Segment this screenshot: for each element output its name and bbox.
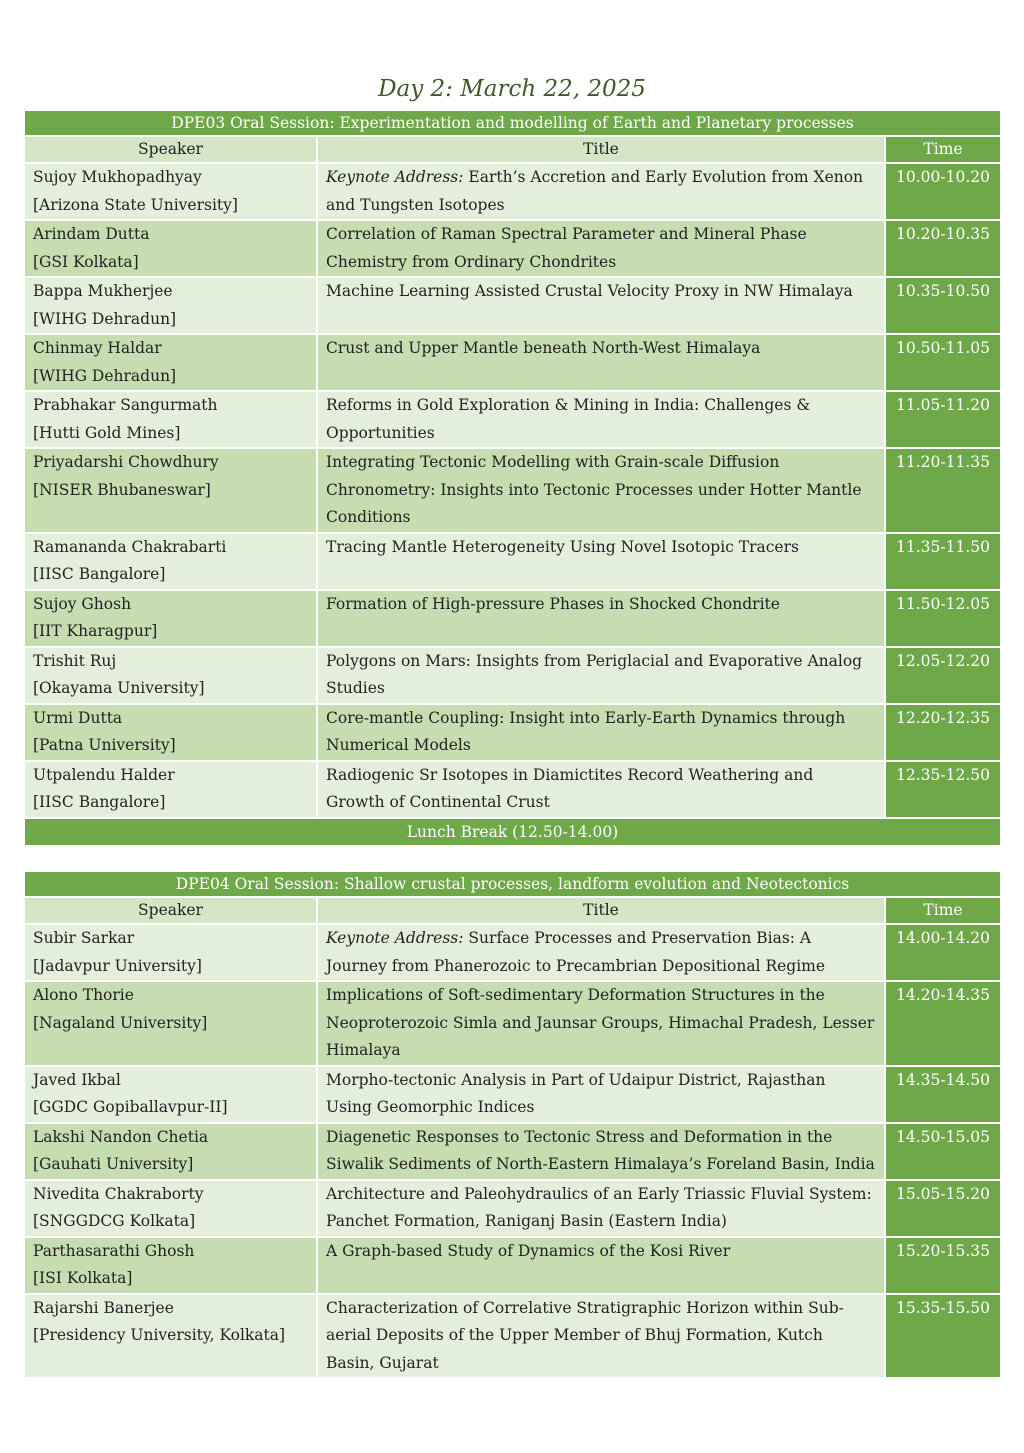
speaker-affiliation: [Nagaland University]: [33, 1013, 208, 1032]
session-heading: DPE04 Oral Session: Shallow crustal processes, landform evolution and Neotectonics: [24, 871, 1001, 897]
session-dpe04: [23, 870, 1000, 1379]
time-cell: 14.20-14.35: [885, 981, 1001, 1066]
table-row: [24, 220, 1001, 277]
table-row: [24, 590, 1001, 647]
table-row: [24, 277, 1001, 334]
time-cell: 15.35-15.50: [885, 1294, 1001, 1379]
talk-title-cell: [317, 1294, 885, 1379]
speaker-affiliation: [IISC Bangalore]: [33, 565, 166, 583]
talk-title: A Graph-based Study of Dynamics of the Kosi River: [326, 1241, 731, 1260]
speaker-name: Prabhakar Sangurmath: [33, 396, 218, 414]
talk-title-cell: [317, 924, 885, 981]
speaker-affiliation: [Presidency University, Kolkata]: [33, 1326, 286, 1344]
table-row: [24, 1123, 1001, 1180]
talk-title-cell: [317, 704, 885, 761]
speaker-cell: [24, 704, 317, 761]
talk-title: Formation of High-pressure Phases in Shocked Chondrite: [326, 594, 780, 613]
speaker-cell: [24, 220, 317, 277]
table-row: [24, 334, 1001, 391]
speaker-cell: [24, 761, 317, 818]
title-column-header: Title: [317, 136, 885, 163]
talk-title: Implications of Soft-sedimentary Deformation Structures in the Neoproterozoic Simla and Jaunsar Groups, Himachal Pradesh, Lesser Himalaya: [326, 986, 875, 1059]
table-row: [24, 704, 1001, 761]
keynote-label: Keynote Address:: [326, 168, 464, 186]
talk-title: Correlation of Raman Spectral Parameter and Mineral Phase Chemistry from Ordinary Chondrites: [326, 225, 807, 271]
talk-title: Reforms in Gold Exploration & Mining in India: Challenges & Opportunities: [326, 396, 811, 442]
speaker-column-header: Speaker: [24, 136, 317, 163]
time-cell: 11.50-12.05: [885, 590, 1001, 647]
speaker-affiliation: [GSI Kolkata]: [33, 252, 139, 271]
speaker-name: Trishit Ruj: [33, 651, 117, 670]
session-heading: DPE03 Oral Session: Experimentation and modelling of Earth and Planetary processes: [24, 110, 1001, 136]
speaker-affiliation: [WIHG Dehradun]: [33, 366, 177, 385]
speaker-affiliation: [WIHG Dehradun]: [33, 309, 177, 328]
schedule-table: [23, 109, 1002, 847]
speaker-name: Alono Thorie: [33, 986, 134, 1004]
column-header-row: [24, 897, 1001, 924]
time-cell: 12.20-12.35: [885, 704, 1001, 761]
talk-title-cell: [317, 448, 885, 533]
lunch-break: Lunch Break (12.50-14.00): [24, 818, 1001, 846]
talk-title: Integrating Tectonic Modelling with Grain-scale Diffusion Chronometry: Insights into Tectonic Processes under Hotter Mantle Conditions: [326, 453, 862, 526]
day-title: Day 2: March 22, 2025: [378, 76, 646, 102]
talk-title-cell: [317, 590, 885, 647]
talk-title-cell: [317, 220, 885, 277]
table-row: [24, 647, 1001, 704]
speaker-cell: [24, 1237, 317, 1294]
talk-title: Morpho-tectonic Analysis in Part of Udaipur District, Rajasthan Using Geomorphic Indices: [326, 1070, 826, 1116]
speaker-affiliation: [Gauhati University]: [33, 1155, 194, 1173]
table-row: [24, 1294, 1001, 1379]
time-cell: 10.00-10.20: [885, 163, 1001, 220]
time-cell: 15.05-15.20: [885, 1180, 1001, 1237]
time-cell: 14.00-14.20: [885, 924, 1001, 981]
talk-title-cell: [317, 1123, 885, 1180]
speaker-name: Rajarshi Banerjee: [33, 1298, 174, 1317]
speaker-cell: [24, 334, 317, 391]
speaker-name: Javed Ikbal: [33, 1070, 121, 1089]
speaker-name: Urmi Dutta: [33, 708, 123, 727]
time-cell: 11.20-11.35: [885, 448, 1001, 533]
table-row: [24, 924, 1001, 981]
session-dpe03: [23, 109, 1000, 847]
talk-title-cell: [317, 334, 885, 391]
table-row: [24, 981, 1001, 1066]
speaker-affiliation: [Jadavpur University]: [33, 956, 202, 975]
speaker-name: Arindam Dutta: [33, 225, 150, 243]
speaker-cell: [24, 1123, 317, 1180]
speaker-cell: [24, 590, 317, 647]
session-heading-row: [24, 110, 1001, 136]
session-heading-row: [24, 871, 1001, 897]
speaker-affiliation: [Arizona State University]: [33, 195, 238, 214]
table-row: [24, 533, 1001, 590]
speaker-name: Sujoy Ghosh: [33, 594, 132, 613]
talk-title: Diagenetic Responses to Tectonic Stress and Deformation in the Siwalik Sediments of North-Eastern Himalaya’s Foreland Basin, India: [326, 1127, 875, 1173]
speaker-name: Ramananda Chakrabarti: [33, 537, 227, 556]
talk-title-cell: [317, 647, 885, 704]
time-cell: 11.05-11.20: [885, 391, 1001, 448]
speaker-affiliation: [SNGGDCG Kolkata]: [33, 1212, 196, 1230]
table-row: [24, 448, 1001, 533]
speaker-name: Chinmay Haldar: [33, 339, 162, 357]
talk-title: Surface Processes and Preservation Bias: A Journey from Phanerozoic to Precambrian Depositional Regime: [326, 929, 826, 975]
speaker-name: Parthasarathi Ghosh: [33, 1241, 195, 1260]
time-cell: 15.20-15.35: [885, 1237, 1001, 1294]
time-column-header: Time: [885, 897, 1001, 924]
schedule-table: [23, 870, 1002, 1379]
speaker-affiliation: [Patna University]: [33, 736, 176, 754]
keynote-label: Keynote Address:: [326, 929, 464, 947]
speaker-name: Nivedita Chakraborty: [33, 1184, 204, 1203]
speaker-affiliation: [IISC Bangalore]: [33, 793, 166, 811]
speaker-affiliation: [IIT Kharagpur]: [33, 622, 158, 640]
speaker-affiliation: [GGDC Gopiballavpur-II]: [33, 1098, 228, 1116]
time-column-header: Time: [885, 136, 1001, 163]
table-row: [24, 1066, 1001, 1123]
speaker-cell: [24, 647, 317, 704]
speaker-cell: [24, 924, 317, 981]
talk-title: Earth’s Accretion and Early Evolution from Xenon and Tungsten Isotopes: [326, 168, 864, 214]
time-cell: 10.35-10.50: [885, 277, 1001, 334]
table-row: [24, 163, 1001, 220]
talk-title: Machine Learning Assisted Crustal Velocity Proxy in NW Himalaya: [326, 282, 853, 300]
talk-title-cell: [317, 1066, 885, 1123]
speaker-affiliation: [Okayama University]: [33, 679, 205, 697]
time-cell: 11.35-11.50: [885, 533, 1001, 590]
speaker-affiliation: [Hutti Gold Mines]: [33, 423, 181, 442]
speaker-cell: [24, 533, 317, 590]
speaker-name: Subir Sarkar: [33, 929, 135, 947]
talk-title: Core-mantle Coupling: Insight into Early-Earth Dynamics through Numerical Models: [326, 708, 846, 754]
speaker-cell: [24, 1294, 317, 1379]
talk-title: Crust and Upper Mantle beneath North-West Himalaya: [326, 339, 761, 357]
time-cell: 10.20-10.35: [885, 220, 1001, 277]
table-row: [24, 761, 1001, 818]
speaker-name: Sujoy Mukhopadhyay: [33, 168, 202, 186]
speaker-cell: [24, 277, 317, 334]
talk-title-cell: [317, 163, 885, 220]
time-cell: 14.35-14.50: [885, 1066, 1001, 1123]
speaker-column-header: Speaker: [24, 897, 317, 924]
speaker-cell: [24, 448, 317, 533]
talk-title-cell: [317, 761, 885, 818]
talk-title: Tracing Mantle Heterogeneity Using Novel Isotopic Tracers: [326, 537, 799, 556]
title-column-header: Title: [317, 897, 885, 924]
talk-title-cell: [317, 277, 885, 334]
talk-title: Radiogenic Sr Isotopes in Diamictites Record Weathering and Growth of Continental Crust: [326, 765, 814, 811]
speaker-cell: [24, 981, 317, 1066]
speaker-cell: [24, 391, 317, 448]
talk-title: Architecture and Paleohydraulics of an Early Triassic Fluvial System: Panchet Formation, Raniganj Basin (Eastern India): [326, 1184, 872, 1230]
speaker-name: Utpalendu Halder: [33, 765, 175, 784]
speaker-name: Bappa Mukherjee: [33, 282, 173, 300]
talk-title-cell: [317, 981, 885, 1066]
speaker-affiliation: [NISER Bhubaneswar]: [33, 480, 211, 499]
talk-title: Characterization of Correlative Stratigraphic Horizon within Sub-aerial Deposits of the Upper Member of Bhuj Formation, Kutch Basin, Gujarat: [326, 1298, 844, 1372]
speaker-name: Lakshi Nandon Chetia: [33, 1127, 209, 1146]
time-cell: 12.35-12.50: [885, 761, 1001, 818]
talk-title-cell: [317, 1180, 885, 1237]
time-cell: 12.05-12.20: [885, 647, 1001, 704]
table-row: [24, 1180, 1001, 1237]
talk-title-cell: [317, 533, 885, 590]
time-cell: 14.50-15.05: [885, 1123, 1001, 1180]
speaker-cell: [24, 1180, 317, 1237]
speaker-name: Priyadarshi Chowdhury: [33, 453, 219, 471]
lunch-break-row: [24, 818, 1001, 846]
talk-title-cell: [317, 391, 885, 448]
talk-title-cell: [317, 1237, 885, 1294]
table-row: [24, 391, 1001, 448]
speaker-cell: [24, 1066, 317, 1123]
talk-title: Polygons on Mars: Insights from Periglacial and Evaporative Analog Studies: [326, 651, 863, 697]
time-cell: 10.50-11.05: [885, 334, 1001, 391]
column-header-row: [24, 136, 1001, 163]
speaker-cell: [24, 163, 317, 220]
table-row: [24, 1237, 1001, 1294]
speaker-affiliation: [ISI Kolkata]: [33, 1269, 133, 1287]
